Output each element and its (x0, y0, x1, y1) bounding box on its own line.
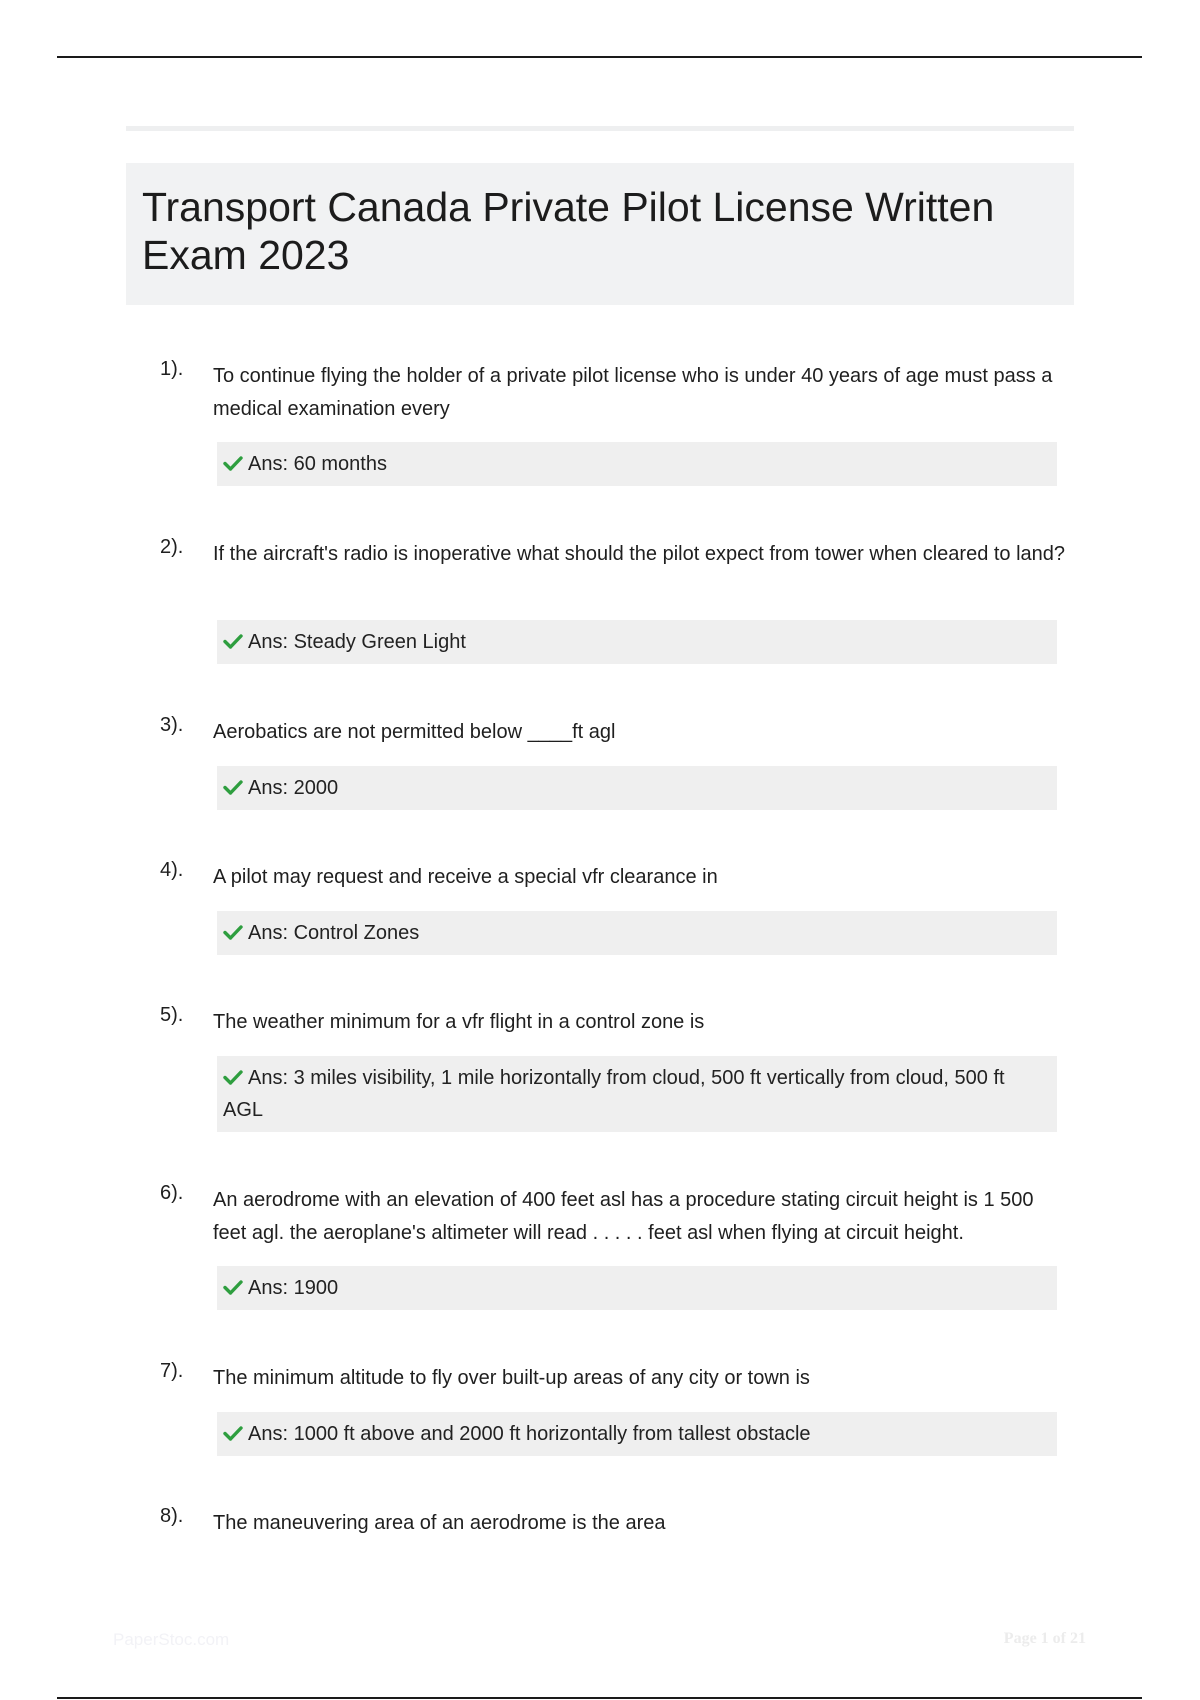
check-icon (223, 1069, 243, 1085)
question-text: Aerobatics are not permitted below ____ft agl (213, 721, 616, 743)
answer-text: Ans: 60 months (248, 453, 387, 475)
question-text: The weather minimum for a vfr flight in a control zone is (213, 1011, 705, 1033)
question-text: The minimum altitude to fly over built-up areas of any city or town is (213, 1367, 810, 1389)
content-top-divider (126, 126, 1074, 131)
question-number: 5). (160, 1004, 184, 1026)
answer-box (217, 442, 1057, 486)
question-number: 1). (160, 358, 184, 380)
answer-box (217, 1266, 1057, 1310)
bottom-rule (57, 1697, 1142, 1699)
page-number: Page 1 of 21 (1003, 1630, 1086, 1647)
question-text: An aerodrome with an elevation of 400 feet asl has a procedure stating circuit height is 1 500 feet agl. the aeroplane's altimeter will read . . . . . feet asl when flying at circuit height. (213, 1189, 1034, 1244)
question-number: 8). (160, 1505, 184, 1527)
question-text: To continue flying the holder of a private pilot license who is under 40 years of age must pass a medical examination every (213, 365, 1053, 420)
question-text: A pilot may request and receive a special vfr clearance in (213, 866, 718, 888)
answer-text: Ans: 1000 ft above and 2000 ft horizontally from tallest obstacle (248, 1423, 811, 1445)
question-number: 3). (160, 714, 184, 736)
answer-text: Ans: Steady Green Light (248, 631, 466, 653)
question-number: 4). (160, 859, 184, 881)
check-icon (223, 779, 243, 795)
watermark: PaperStoc.com (113, 1630, 230, 1649)
page-title: Transport Canada Private Pilot License Written Exam 2023 (142, 184, 995, 278)
question-number: 2). (160, 536, 184, 558)
check-icon (223, 1279, 243, 1295)
answer-box (217, 766, 1057, 810)
top-rule (57, 56, 1142, 58)
check-icon (223, 455, 243, 471)
answer-text: Ans: 2000 (248, 777, 339, 799)
title-box (126, 163, 1074, 305)
check-icon (223, 633, 243, 649)
answer-text: Ans: 1900 (248, 1277, 339, 1299)
check-icon (223, 924, 243, 940)
question-number: 7). (160, 1360, 184, 1382)
answer-text: Ans: 3 miles visibility, 1 mile horizontally from cloud, 500 ft vertically from cloud, 500 ft AGL (223, 1067, 1005, 1121)
question-text: If the aircraft's radio is inoperative what should the pilot expect from tower when cleared to land? (213, 543, 1066, 565)
answer-box (217, 1412, 1057, 1456)
answer-box (217, 620, 1057, 664)
question-text: The maneuvering area of an aerodrome is the area (213, 1512, 666, 1534)
check-icon (223, 1425, 243, 1441)
answer-box (217, 911, 1057, 955)
answer-text: Ans: Control Zones (248, 922, 420, 944)
answer-box (217, 1056, 1057, 1132)
question-number: 6). (160, 1182, 184, 1204)
